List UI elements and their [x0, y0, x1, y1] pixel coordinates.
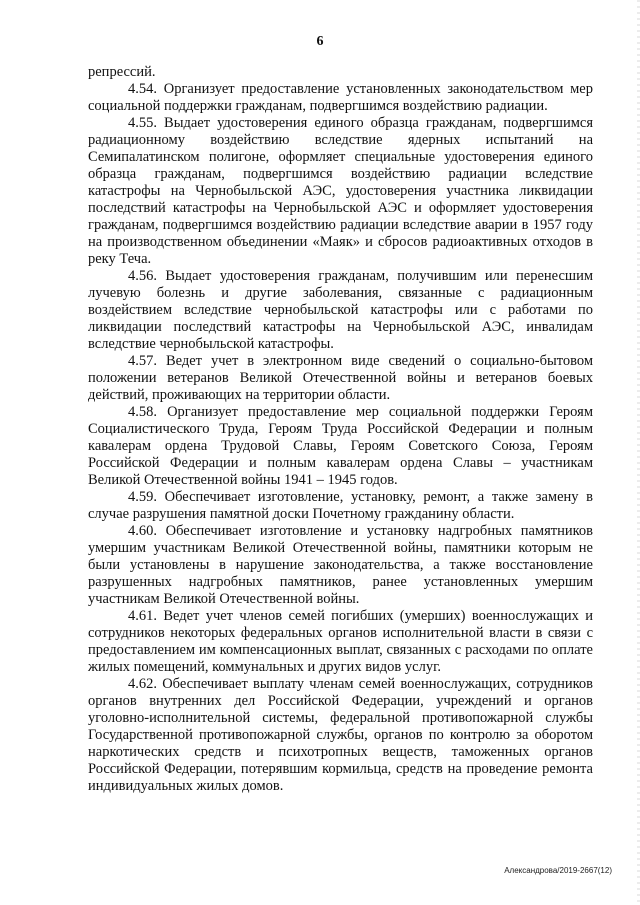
paragraph-number: 4.54.: [128, 81, 157, 97]
paragraph-continuation: [88, 64, 593, 81]
paragraph-number: 4.56.: [128, 268, 157, 284]
paragraph-number: 4.55.: [128, 115, 157, 131]
paragraph-4-57: [88, 353, 593, 404]
paragraph-text: Обеспечивает изготовление и установку надгробных памятников умершим участникам Великой Отечественной войны, памятники которым не были установлены в нарушение законодательства, а также восстановление разрушенных надгробных памятников, ранее установленных умершим участникам Великой Отечественной войны.: [88, 523, 593, 607]
paragraph-4-60: [88, 523, 593, 608]
paragraph-4-56: [88, 268, 593, 353]
paragraph-text: Выдает удостоверения единого образца гражданам, подвергшимся радиационному воздействию вследствие ядерных испытаний на Семипалатинском полигоне, оформляет специальные удостоверения единого образца гражданам, подвергшимся воздействию радиации вследствие катастрофы на Чернобыльской АЭС, удостоверения участника ликвидации последствий катастрофы на Чернобыльской АЭС и оформляет удостоверения гражданам, подвергшимся воздействию радиации вследствие аварии в 1957 году на производственном объединении «Маяк» и сбросов радиоактивных отходов в реку Теча.: [88, 115, 593, 267]
paragraph-text: Организует предоставление установленных законодательством мер социальной поддержки гражданам, подвергшимся воздействию радиации.: [88, 81, 593, 114]
page-number: 6: [316, 34, 324, 49]
paragraph-text: Организует предоставление мер социальной поддержки Героям Социалистического Труда, Героям Труда Российской Федерации и полным кавалерам ордена Трудовой Славы, Героям Советского Союза, Героям Российской Федерации и полным кавалерам ордена Славы – участникам Великой Отечественной войны 1941 – 1945 годов.: [88, 404, 593, 488]
paragraph-number: 4.59.: [128, 489, 157, 505]
paragraph-4-59: [88, 489, 593, 523]
paragraph-text: Ведет учет в электронном виде сведений о социально-бытовом положении ветеранов Великой Отечественной войны и ветеранов боевых действий, проживающих на территории области.: [88, 353, 594, 403]
paragraph-text: Обеспечивает изготовление, установку, ремонт, а также замену в случае разрушения памятной доски Почетному гражданину области.: [88, 489, 593, 522]
paragraph-text: Ведет учет членов семей погибших (умерших) военнослужащих и сотрудников некоторых федеральных органов исполнительной власти в связи с предоставлением им компенсационных выплат, связанных с расходами по оплате жилых помещений, коммунальных и других видов услуг.: [88, 608, 593, 675]
paragraph-4-54: [88, 81, 593, 115]
paragraph-number: 4.61.: [128, 608, 157, 624]
paragraph-number: 4.58.: [128, 404, 157, 420]
paragraph-number: 4.57.: [128, 353, 157, 369]
document-body: [88, 64, 593, 795]
paragraph-number: 4.60.: [128, 523, 157, 539]
paragraph-number: 4.62.: [128, 676, 157, 692]
paragraph-text: Обеспечивает выплату членам семей военнослужащих, сотрудников органов внутренних дел Российской Федерации, учреждений и органов уголовно-исполнительной системы, федеральной противопожарной службы Государственной противопожарной службы, органов по контролю за оборотом наркотических средств и психотропных веществ, таможенных органов Российской Федерации, потерявшим кормильца, средств на проведение ремонта индивидуальных жилых домов.: [88, 676, 593, 794]
paragraph-4-62: [88, 676, 593, 795]
document-reference: Александрова/2019-2667(12): [504, 866, 612, 875]
paragraph-4-55: [88, 115, 593, 268]
paragraph-4-61: [88, 608, 593, 676]
paragraph-4-58: [88, 404, 593, 489]
paragraph-text: Выдает удостоверения гражданам, получившим или перенесшим лучевую болезнь и другие заболевания, связанные с радиационным воздействием вследствие чернобыльской катастрофы или с работами по ликвидации последствий катастрофы на Чернобыльской АЭС, инвалидам вследствие чернобыльской катастрофы.: [88, 268, 594, 352]
paragraph-text: репрессий.: [88, 64, 156, 80]
